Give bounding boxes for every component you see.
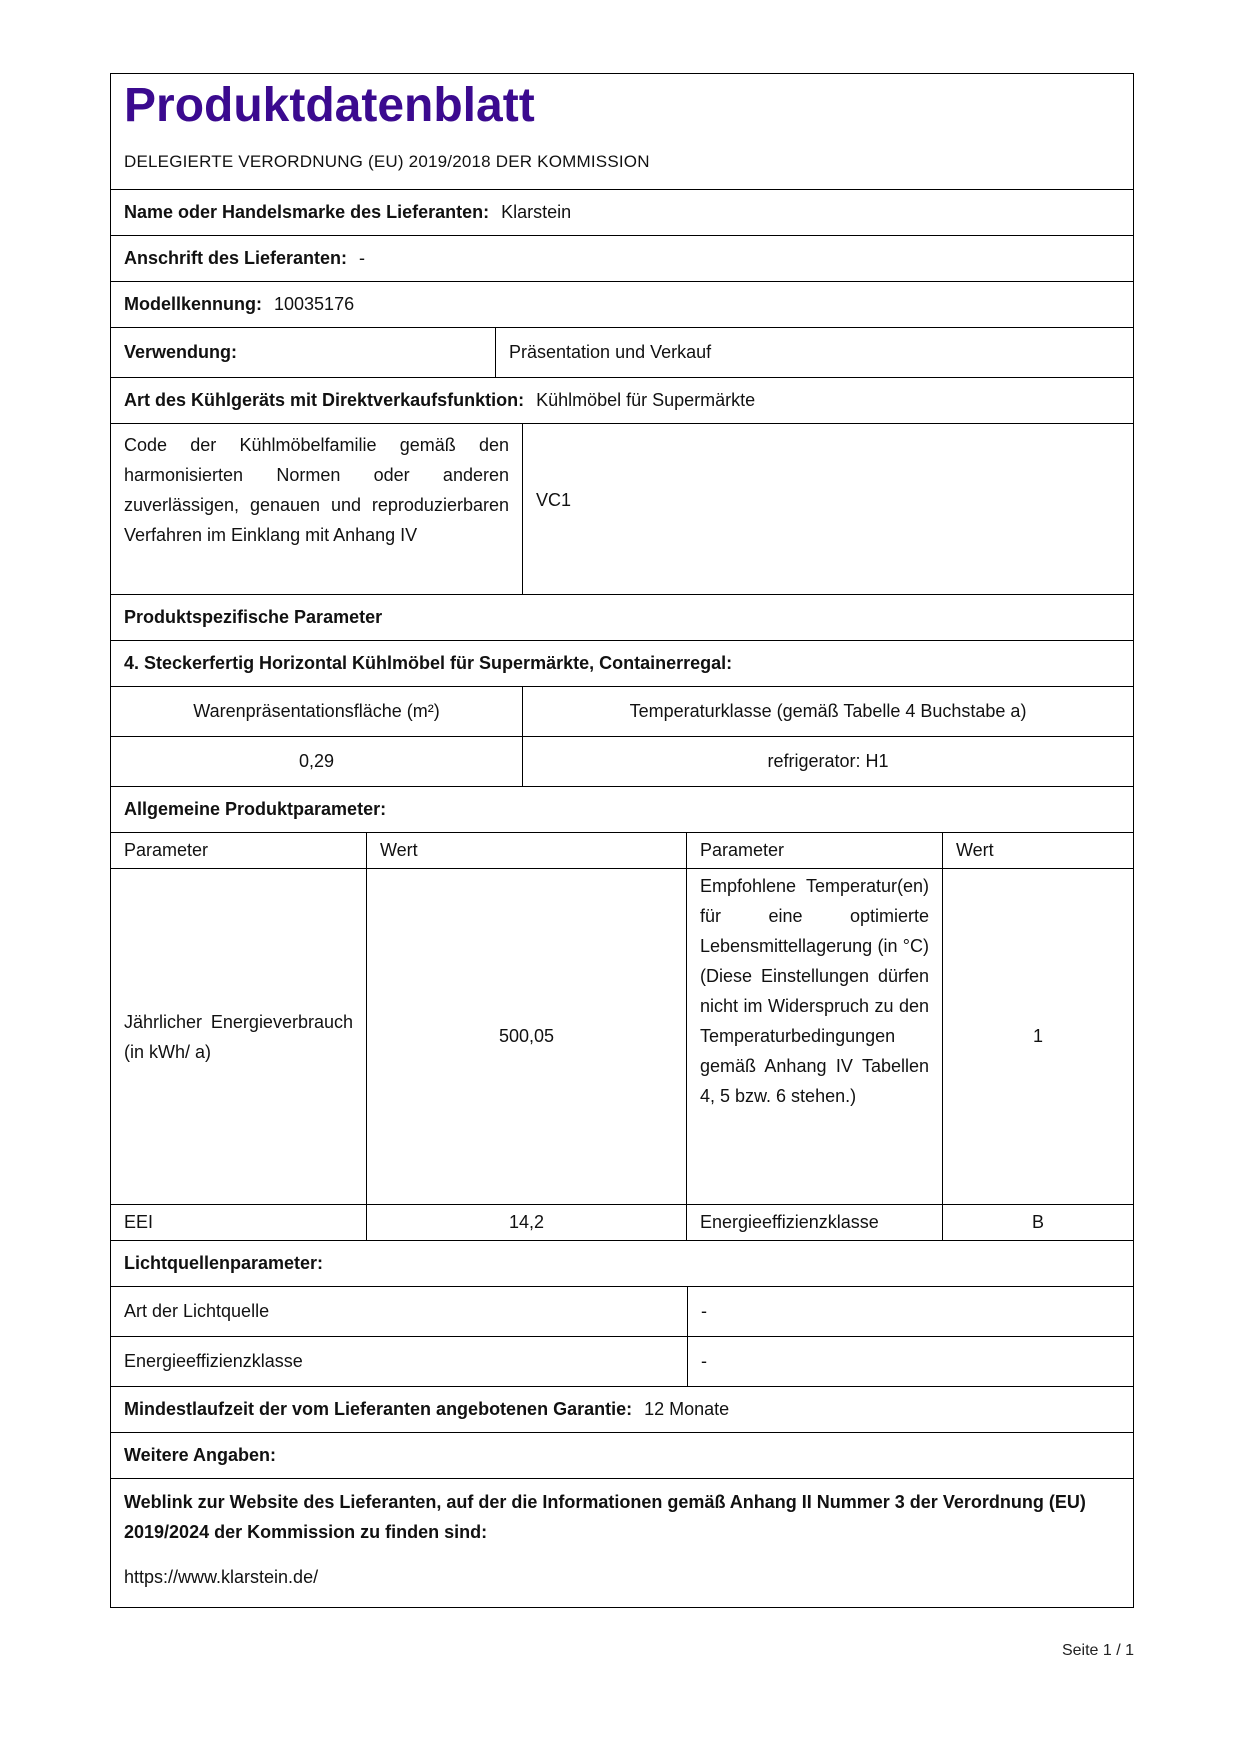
light-source-type-label: Art der Lichtquelle — [124, 1301, 270, 1321]
supplier-name-value: Klarstein — [501, 202, 572, 222]
display-area-value: 0,29 — [298, 751, 335, 771]
device-type-row — [111, 377, 1133, 423]
table-header-value: Wert — [366, 833, 686, 868]
supplier-address-value: - — [359, 248, 366, 268]
light-energy-class-value: - — [687, 1337, 1133, 1386]
usage-value: Präsentation und Verkauf — [495, 328, 1133, 377]
energy-class-label: Energieeffizienzklasse — [686, 1204, 942, 1240]
product-specific-heading: Produktspezifische Parameter — [111, 594, 1133, 640]
light-source-type-value: - — [687, 1287, 1133, 1336]
light-energy-class-row — [111, 1336, 1133, 1386]
light-source-type-row — [111, 1286, 1133, 1336]
product-specific-header-row — [111, 686, 1133, 736]
weblink-row — [111, 1478, 1133, 1607]
temperature-class-value: refrigerator: H1 — [522, 737, 1133, 786]
model-value: 10035176 — [274, 294, 355, 314]
model-label: Modellkennung: — [124, 294, 262, 314]
family-code-label: Code der Kühlmöbelfamilie gemäß den harmonisierten Normen oder anderen zuverlässigen, genauen und reproduzierbaren Verfahren im Einklang mit Anhang IV — [124, 435, 509, 545]
eei-value: 14,2 — [366, 1204, 686, 1240]
light-params-heading: Lichtquellenparameter: — [111, 1240, 1133, 1286]
supplier-weblink[interactable]: https://www.klarstein.de/ — [124, 1566, 319, 1587]
recommended-temperature-label: Empfohlene Temperatur(en) für eine optimierte Lebensmittellagerung (in °C) (Diese Einstellungen dürfen nicht im Widerspruch zu den Temperaturbedingungen gemäß Anhang IV Tabellen 4, 5 bzw. 6 stehen.) — [686, 868, 942, 1204]
light-energy-class-label: Energieeffizienzklasse — [124, 1351, 303, 1371]
device-type-label: Art des Kühlgeräts mit Direktverkaufsfunktion: — [124, 390, 525, 410]
energy-class-value: B — [942, 1204, 1133, 1240]
device-type-value: Kühlmöbel für Supermärkte — [536, 390, 756, 410]
product-data-sheet — [110, 73, 1134, 1608]
family-code-row — [111, 423, 1133, 594]
warranty-value: 12 Monate — [644, 1399, 730, 1419]
annual-energy-label: Jährlicher Energieverbrauch (in kWh/ a) — [111, 868, 366, 1204]
usage-label: Verwendung: — [124, 342, 238, 362]
page-title: Produktdatenblatt — [124, 79, 535, 132]
model-row — [111, 281, 1133, 327]
supplier-address-label: Anschrift des Lieferanten: — [124, 248, 348, 268]
recommended-temperature-value: 1 — [942, 868, 1133, 1204]
usage-row — [111, 327, 1133, 377]
further-info-heading: Weitere Angaben: — [111, 1432, 1133, 1478]
title-block — [111, 74, 1133, 189]
supplier-name-row — [111, 189, 1133, 235]
annual-energy-value: 500,05 — [366, 868, 686, 1204]
family-code-value: VC1 — [522, 424, 1133, 594]
supplier-name-label: Name oder Handelsmarke des Lieferanten: — [124, 202, 490, 222]
product-specific-subheading: 4. Steckerfertig Horizontal Kühlmöbel für Supermärkte, Containerregal: — [111, 640, 1133, 686]
display-area-header: Warenpräsentationsfläche (m²) — [193, 701, 440, 721]
weblink-label: Weblink zur Website des Lieferanten, auf der die Informationen gemäß Anhang II Nummer 3 der Verordnung (EU) 2019/2024 der Kommission zu finden sind: — [124, 1492, 1086, 1542]
table-header-parameter: Parameter — [686, 833, 942, 868]
general-params-heading: Allgemeine Produktparameter: — [111, 786, 1133, 832]
regulation-subtitle: DELEGIERTE VERORDNUNG (EU) 2019/2018 DER KOMMISSION — [124, 152, 650, 171]
table-header-parameter: Parameter — [124, 840, 209, 860]
product-specific-value-row — [111, 736, 1133, 786]
page-number: Seite 1 / 1 — [1061, 1642, 1134, 1659]
table-header-value: Wert — [942, 833, 1133, 868]
temperature-class-header: Temperaturklasse (gemäß Tabelle 4 Buchstabe a) — [522, 687, 1133, 736]
warranty-label: Mindestlaufzeit der vom Lieferanten angebotenen Garantie: — [124, 1399, 633, 1419]
supplier-address-row — [111, 235, 1133, 281]
eei-label: EEI — [111, 1204, 366, 1240]
warranty-row — [111, 1386, 1133, 1432]
general-params-table — [111, 832, 1133, 1240]
